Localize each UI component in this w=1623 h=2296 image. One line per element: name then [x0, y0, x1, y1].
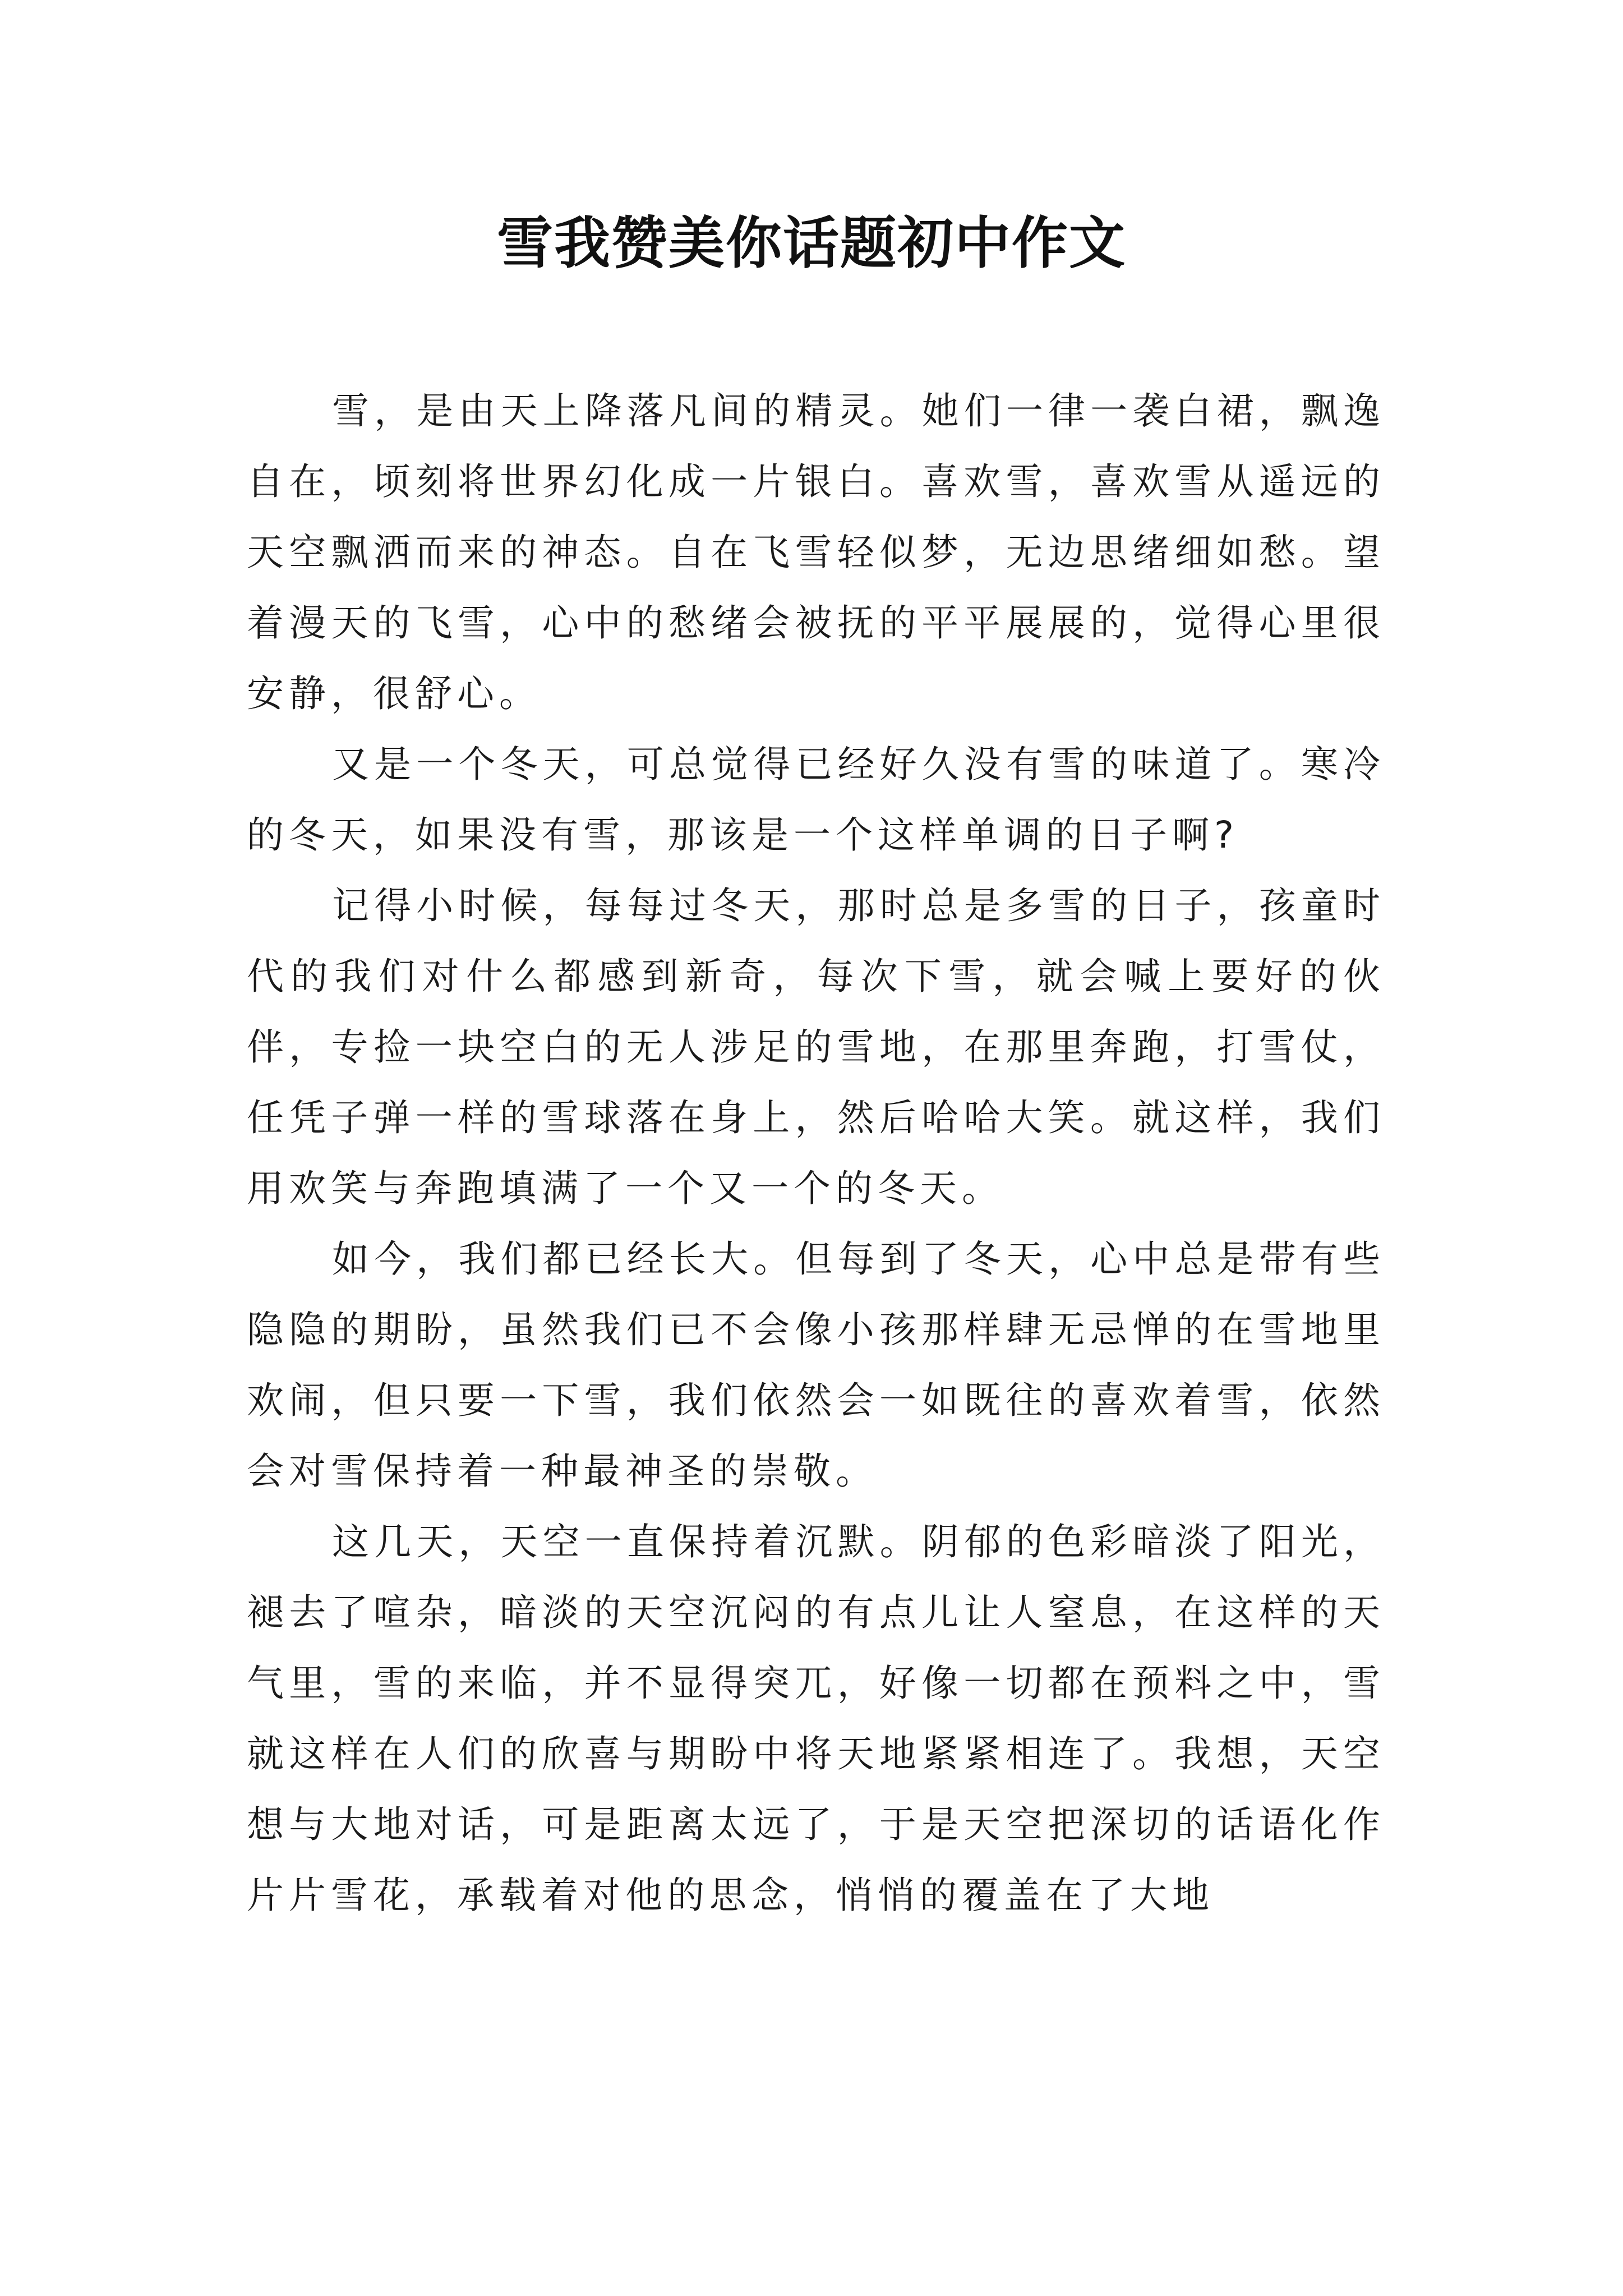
document-body	[247, 376, 1385, 1931]
paragraph: 又是一个冬天，可总觉得已经好久没有雪的味道了。寒冷的冬天，如果没有雪，那该是一个这样单调的日子啊?	[247, 743, 1385, 857]
paragraph: 雪，是由天上降落凡间的精灵。她们一律一袭白裙，飘逸自在，顷刻将世界幻化成一片银白。喜欢雪，喜欢雪从遥远的天空飘洒而来的神态。自在飞雪轻似梦，无边思绪细如愁。望着漫天的飞雪，心中的愁绪会被抚的平平展展的，觉得心里很安静，很舒心。	[247, 389, 1385, 715]
paragraph: 如今，我们都已经长大。但每到了冬天，心中总是带有些隐隐的期盼，虽然我们已不会像小孩那样肆无忌惮的在雪地里欢闹，但只要一下雪，我们依然会一如既往的喜欢着雪，依然会对雪保持着一种最神圣的崇敬。	[247, 1237, 1385, 1493]
document-title: 雪我赞美你话题初中作文	[497, 210, 1126, 276]
paragraph: 记得小时候，每每过冬天，那时总是多雪的日子，孩童时代的我们对什么都感到新奇，每次下雪，就会喊上要好的伙伴，专捡一块空白的无人涉足的雪地，在那里奔跑，打雪仗，任凭子弹一样的雪球落在身上，然后哈哈大笑。就这样，我们用欢笑与奔跑填满了一个又一个的冬天。	[247, 884, 1385, 1210]
paragraph: 这几天，天空一直保持着沉默。阴郁的色彩暗淡了阳光，褪去了喧杂，暗淡的天空沉闷的有点儿让人窒息，在这样的天气里，雪的来临，并不显得突兀，好像一切都在预料之中，雪就这样在人们的欣喜与期盼中将天地紧紧相连了。我想，天空想与大地对话，可是距离太远了，于是天空把深切的话语化作片片雪花，承载着对他的思念，悄悄的覆盖在了大地	[247, 1520, 1385, 1917]
